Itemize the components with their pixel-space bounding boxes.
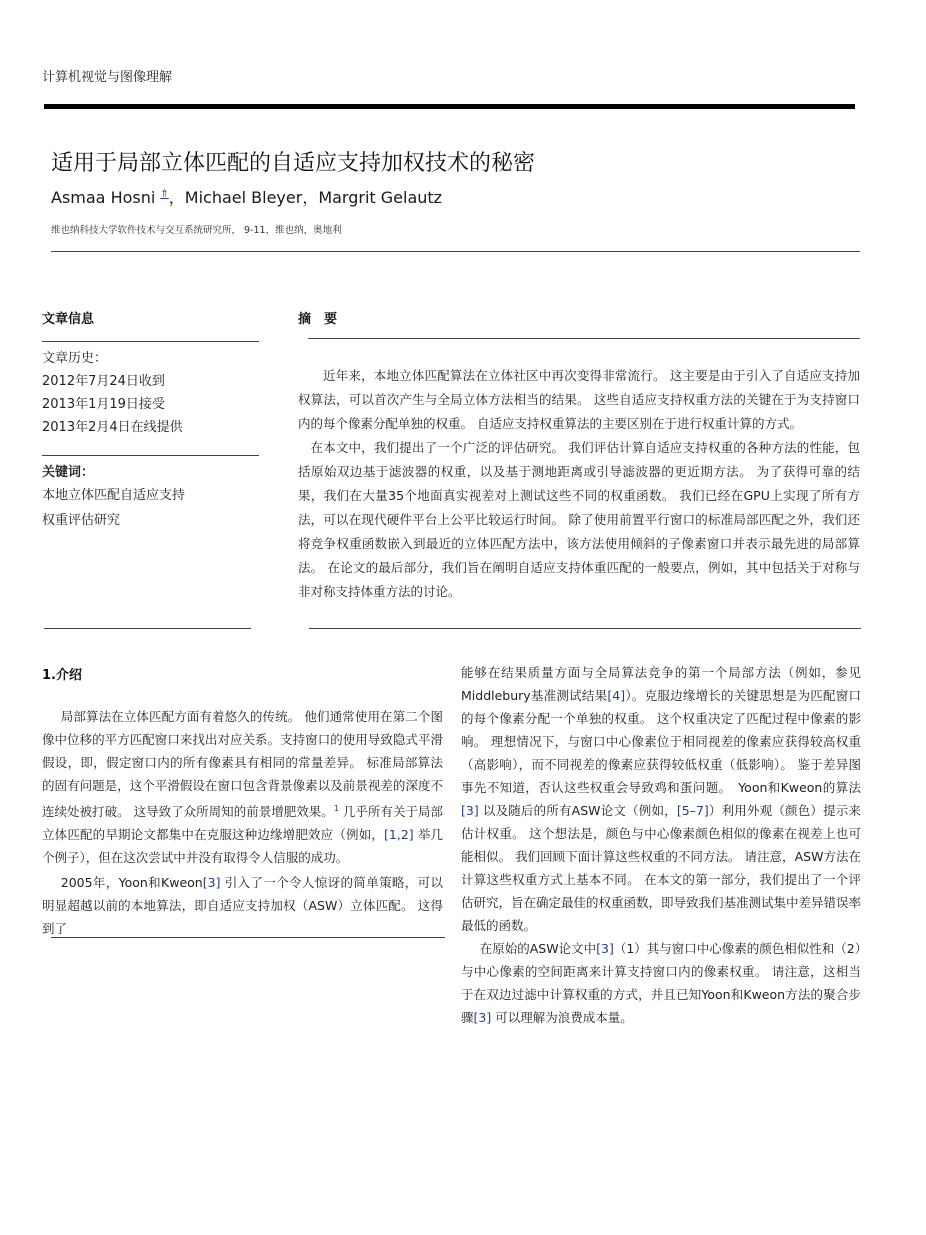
intro-paragraph: 局部算法在立体匹配方面有着悠久的传统。 他们通常使用在第二个图像中位移的平方匹配窗口来找出对应关系。支持窗口的使用导致隐式平滑假设，即，假定窗口内的所有像素具有相同的常量差异。 标准局部算法的固有问题是，这个平滑假设在窗口包含背景像素以及前景视差的深度不连续处被打破。 这导致了众所周知的前景增肥效果。$^1$ 几乎所有关于局部立体匹配的早期论文都集中在克服这种边缘增肥效应（例如，[1,2] 举几个例子），但在这次尝试中并没有取得令人信服的成功。 <box>42 709 443 865</box>
history-online: 2013年2月4日在线提供 <box>42 420 183 435</box>
info-bottom-divider <box>44 628 251 629</box>
article-info-divider <box>42 341 259 342</box>
citation-link[interactable]: [3] <box>473 1010 492 1025</box>
intro-paragraph: 2005年，Yoon和Kweon[3] 引入了一个令人惊讶的简单策略，可以明显超越以前的本地算法，即自适应支持加权（ASW）立体匹配。 这得到了 <box>42 875 444 936</box>
citation-link[interactable]: [3] <box>461 803 479 818</box>
keyword-item: 本地立体匹配自适应支持 <box>42 488 186 503</box>
article-info-heading: 文章信息 <box>42 312 95 327</box>
intro-left-column <box>42 705 443 940</box>
history-label: 文章历史： <box>42 351 108 366</box>
abstract-bottom-divider <box>309 628 861 629</box>
paper-title: 适用于局部立体匹配的自适应支持加权技术的秘密 <box>51 151 536 176</box>
keyword-item: 权重评估研究 <box>42 513 121 528</box>
abstract-body <box>298 364 860 604</box>
keywords-block <box>42 461 185 532</box>
abstract-paragraph: 近年来，本地立体匹配算法在立体社区中再次变得非常流行。 这主要是由于引入了自适应支持加权算法，可以首次产生与全局立体方法相当的结果。 这些自适应支持权重方法的关键在于为支持窗口内的每个像素分配单独的权重。 自适应支持权重算法的主要区别在于进行权重计算的方式。 <box>298 368 860 431</box>
citation-link[interactable]: [1,2] <box>384 827 414 842</box>
author-list <box>51 185 442 208</box>
section-heading-introduction: 1.介绍 <box>42 668 82 683</box>
affiliation: 维也纳科技大学软件技术与交互系统研究所， 9-11，维也纳，奥地利 <box>51 225 342 236</box>
author-first: Asmaa Hosni <box>51 188 156 207</box>
abstract-divider <box>308 338 860 339</box>
citation-link[interactable]: [5–7] <box>676 803 709 818</box>
citation-link[interactable]: [3] <box>596 941 614 956</box>
journal-name: 计算机视觉与图像理解 <box>42 70 173 85</box>
keywords-divider <box>42 455 259 456</box>
article-history <box>42 347 183 439</box>
abstract-paragraph: 在本文中，我们提出了一个广泛的评估研究。 我们评估计算自适应支持权重的各种方法的性能，包括原始双边基于滤波器的权重，以及基于测地距离或引导滤波器的更近期方法。 为了获得可靠的结果，我们在大量35个地面真实视差对上测试这些不同的权重函数。 我们已经在GPU上实现了所有方法，可以在现代硬件平台上公平比较运行时间。 除了使用前置平行窗口的标准局部匹配之外，我们还将竞争权重函数嵌入到最近的立体匹配方法中，该方法使用倾斜的子像素窗口并表示最先进的局部算法。 在论文的最后部分，我们旨在阐明自适应支持体重匹配的一般要点，例如，其中包括关于对称与非对称支持体重方法的讨论。 <box>298 440 860 599</box>
intro-paragraph: 能够在结果质量方面与全局算法竞争的第一个局部方法（例如，参见Middlebury基准测试结果[4]）。克服边缘增长的关键思想是为匹配窗口的每个像素分配一个单独的权重。 这个权重决定了匹配过程中像素的影响。 理想情况下，与窗口中心像素位于相同视差的像素应获得较高权重（高影响），而不同视差的像素应获得较低权重（低影响）。 鉴于差异图事先不知道，否认这些权重会导致鸡和蛋问题。 Yoon和Kweon的算法[3] 以及随后的所有ASW论文（例如，[5–7]）利用外观（颜色）提示来估计权重。 这个想法是，颜色与中心像素颜色相似的像素在视差上也可能相似。 我们回顾下面计算这些权重的不同方法。 请注意，ASW方法在计算这些权重方式上基本不同。 在本文的第一部分，我们提出了一个评估研究，旨在确定最佳的权重函数，即导致我们基准测试集中差异错误率最低的函数。 <box>461 665 862 933</box>
history-received: 2012年7月24日收到 <box>42 374 165 389</box>
citation-link[interactable]: [3] <box>202 875 221 890</box>
citation-link[interactable]: [4] <box>607 688 626 703</box>
header-rule <box>44 104 855 109</box>
footnote-link[interactable]: 1 <box>333 804 339 813</box>
corresponding-author-link[interactable]: ⇑ <box>160 189 169 200</box>
footnote-divider <box>51 937 445 938</box>
history-accepted: 2013年1月19日接受 <box>42 397 165 412</box>
keywords-label: 关键词： <box>42 465 95 480</box>
abstract-heading: 摘 要 <box>298 312 338 327</box>
intro-right-column <box>461 661 861 1029</box>
title-divider <box>51 251 860 252</box>
intro-paragraph: 在原始的ASW论文中[3]（1）其与窗口中心像素的颜色相似性和（2）与中心像素的空间距离来计算支持窗口内的像素权重。 请注意，这相当于在双边过滤中计算权重的方式，并且已知Yoon和Kweon方法的聚合步骤[3] 可以理解为浪费成本量。 <box>461 941 861 1025</box>
author-rest: ，Michael Bleyer，Margrit Gelautz <box>168 188 443 207</box>
